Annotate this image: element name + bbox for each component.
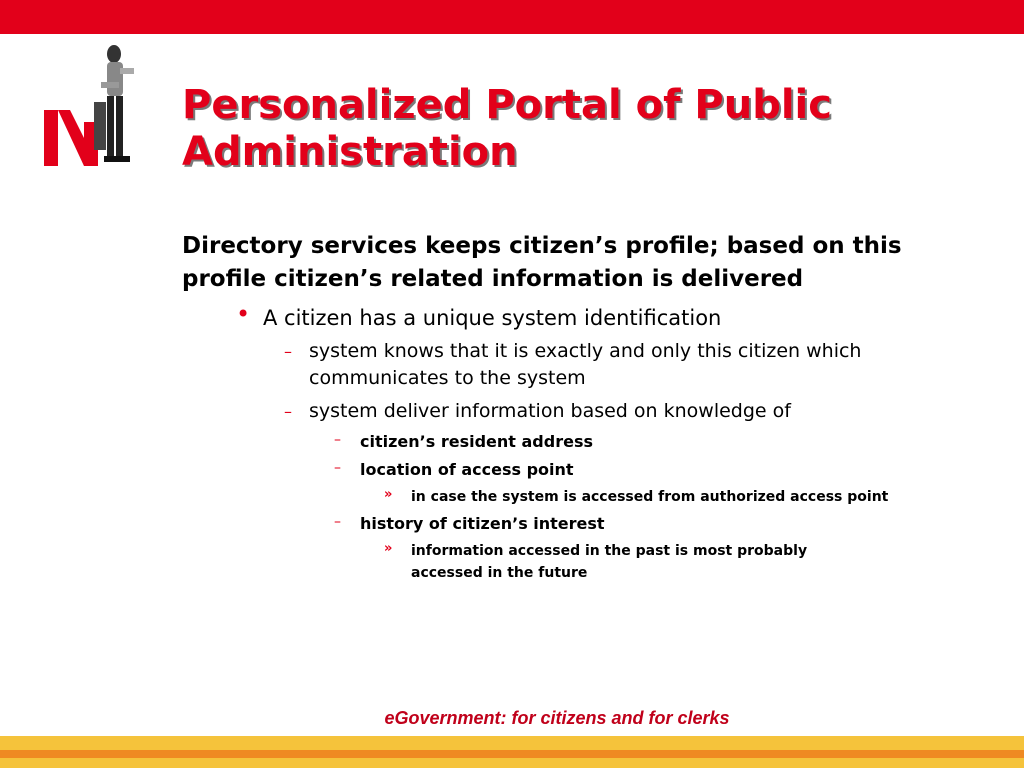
top-red-bar	[0, 0, 1024, 34]
bullet-dot-icon: •	[236, 300, 251, 328]
ni-logo-icon	[40, 42, 150, 172]
dash-marker-icon: –	[284, 402, 292, 421]
item-history-of-interest: history of citizen’s interest	[360, 514, 605, 533]
dash-marker-icon: –	[334, 460, 341, 476]
dash-marker-icon: –	[284, 342, 292, 361]
slide-subtitle: Directory services keeps citizen’s profile; based on this profile citizen’s related information is delivered	[182, 233, 902, 292]
detail-authorized-access-point: in case the system is accessed from authorized access point	[411, 489, 889, 505]
subbullet-system-knows: system knows that it is exactly and only this citizen which communicates to the system	[309, 340, 862, 389]
dash-marker-icon: –	[334, 432, 341, 448]
bullet-unique-identification: A citizen has a unique system identification	[263, 306, 722, 330]
subbullet-system-deliver: system deliver information based on knowledge of	[309, 400, 791, 422]
footer-stripe-yellow-bottom	[0, 758, 1024, 768]
item-access-point-location: location of access point	[360, 460, 574, 479]
item-resident-address: citizen’s resident address	[360, 432, 593, 451]
slide-title: Personalized Portal of Public Administration	[182, 82, 832, 175]
footer-caption: eGovernment: for citizens and for clerks	[384, 708, 730, 728]
dash-marker-icon: –	[334, 514, 341, 530]
chevron-marker-icon: »	[384, 487, 393, 502]
footer-stripe-yellow	[0, 736, 1024, 750]
footer-stripe-orange	[0, 750, 1024, 758]
detail-past-access: information accessed in the past is most probably accessed in the future	[411, 543, 808, 581]
chevron-marker-icon: »	[384, 541, 393, 556]
